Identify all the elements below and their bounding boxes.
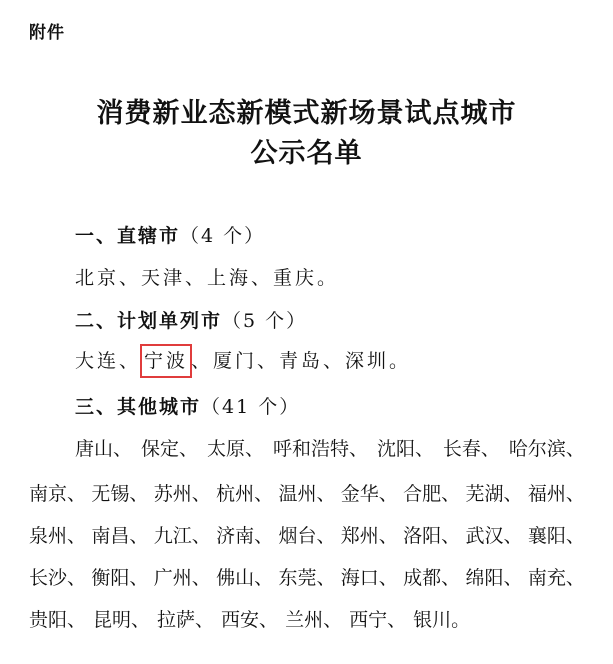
list-text-before: 大连、	[75, 350, 142, 372]
city-item: 西宁、	[349, 609, 407, 631]
city-item: 无锡、	[91, 483, 149, 505]
city-item: 合肥、	[403, 483, 461, 505]
city-item: 呼和浩特、	[272, 438, 368, 460]
city-item: 泉州、	[29, 525, 87, 547]
city-item: 衡阳、	[91, 567, 149, 589]
document-title	[0, 94, 613, 174]
city-item: 唐山、	[75, 438, 133, 460]
title-line-2: 公示名单	[250, 138, 363, 169]
section-count: （5 个）	[222, 310, 308, 332]
other-cities-line-2	[29, 479, 585, 506]
attachment-label: 附件	[29, 23, 65, 43]
municipalities-list: 北京、天津、上海、重庆。	[75, 267, 340, 289]
city-item: 温州、	[278, 483, 336, 505]
city-item: 西安、	[221, 609, 279, 631]
city-item: 郑州、	[340, 525, 398, 547]
city-item: 武汉、	[465, 525, 523, 547]
highlighted-city: 宁波	[140, 344, 192, 378]
city-item: 苏州、	[153, 483, 211, 505]
city-item: 太原、	[206, 438, 264, 460]
other-cities-line-1	[75, 434, 585, 461]
section-heading-text: 一、直辖市	[75, 225, 181, 247]
city-item: 昆明、	[93, 609, 151, 631]
city-item: 沈阳、	[376, 438, 434, 460]
title-line-1: 消费新业态新模式新场景试点城市	[96, 98, 517, 129]
city-item: 南昌、	[91, 525, 149, 547]
separately-planned-cities-list	[75, 344, 411, 378]
city-item: 金华、	[340, 483, 398, 505]
city-item: 佛山、	[216, 567, 274, 589]
city-item: 绵阳、	[465, 567, 523, 589]
other-cities-line-5	[29, 605, 585, 632]
city-item: 哈尔滨、	[508, 438, 585, 460]
city-item: 长沙、	[29, 567, 87, 589]
city-item: 济南、	[216, 525, 274, 547]
city-item: 杭州、	[216, 483, 274, 505]
city-item: 银川。	[413, 609, 471, 631]
city-item: 南京、	[29, 483, 87, 505]
section-count: （4 个）	[180, 225, 266, 247]
section-count: （41 个）	[201, 396, 301, 418]
city-item: 烟台、	[278, 525, 336, 547]
city-item: 贵阳、	[29, 609, 87, 631]
other-cities-line-4	[29, 563, 585, 590]
city-item: 拉萨、	[157, 609, 215, 631]
other-cities-line-3	[29, 521, 585, 548]
section-heading-text: 二、计划单列市	[75, 310, 223, 332]
city-item: 东莞、	[278, 567, 336, 589]
city-item: 长春、	[442, 438, 500, 460]
section-heading-separately-planned-cities	[75, 306, 307, 333]
city-item: 保定、	[140, 438, 198, 460]
section-heading-municipalities	[75, 221, 265, 248]
city-item: 洛阳、	[403, 525, 461, 547]
section-heading-text: 三、其他城市	[75, 396, 202, 418]
list-text-after: 、厦门、青岛、深圳。	[191, 350, 412, 372]
city-item: 福州、	[527, 483, 585, 505]
section-heading-other-cities	[75, 392, 300, 419]
city-item: 芜湖、	[465, 483, 523, 505]
city-item: 南充、	[527, 567, 585, 589]
city-item: 兰州、	[285, 609, 343, 631]
city-item: 成都、	[403, 567, 461, 589]
city-item: 海口、	[340, 567, 398, 589]
city-item: 九江、	[153, 525, 211, 547]
city-item: 襄阳、	[527, 525, 585, 547]
city-item: 广州、	[153, 567, 211, 589]
